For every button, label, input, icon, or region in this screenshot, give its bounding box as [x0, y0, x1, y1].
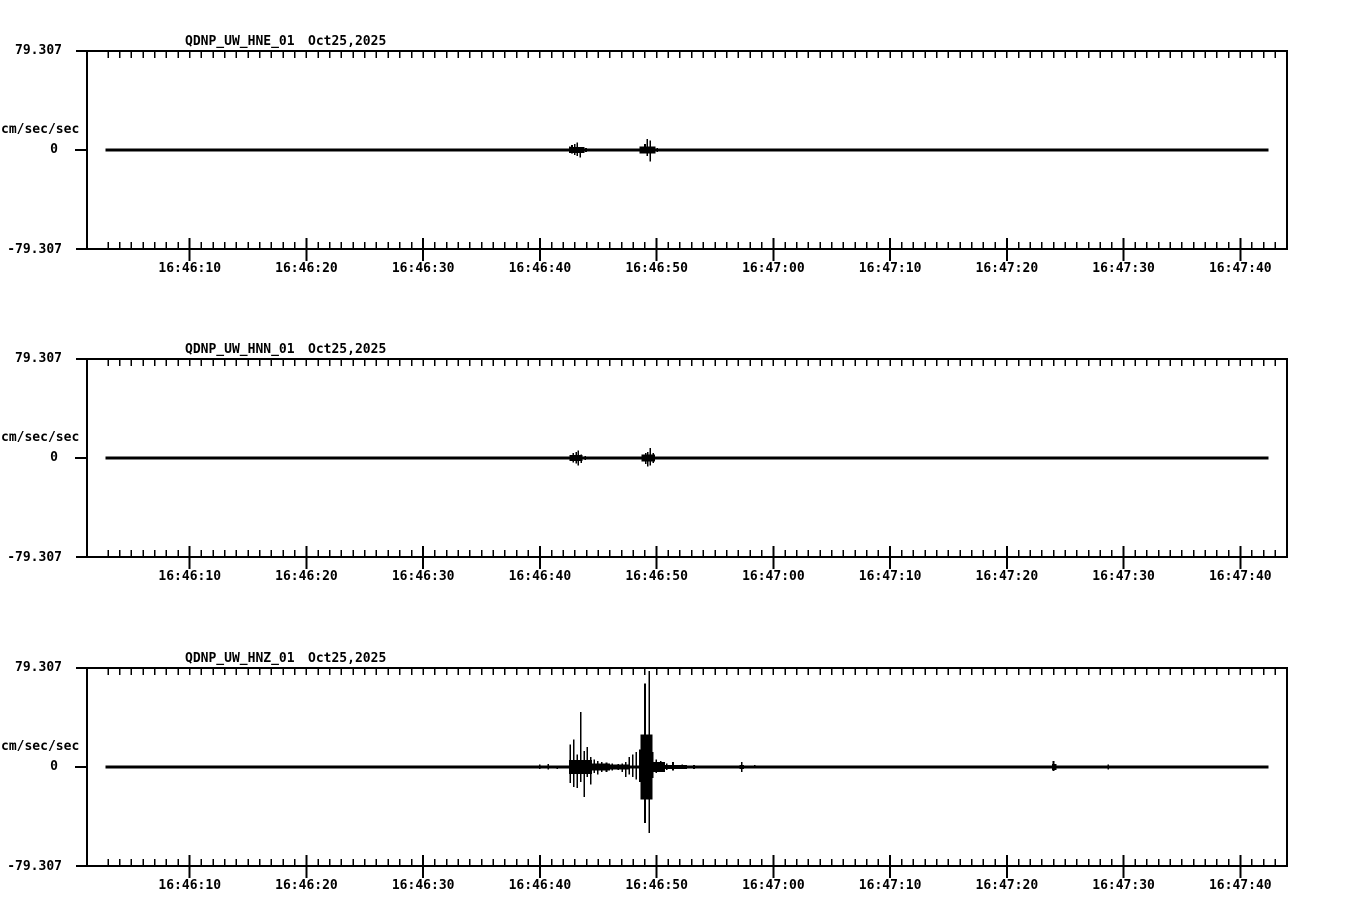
panel-hne-xtick-16-46-20: 16:46:20	[275, 261, 338, 276]
panel-hnz-xtick-16-46-50: 16:46:50	[625, 878, 688, 893]
panel-hnz-plot	[75, 668, 1288, 878]
panel-hne-xtick-16-46-10: 16:46:10	[158, 261, 222, 276]
panel-hnz-xtick-16-47-20: 16:47:20	[975, 878, 1039, 893]
panel-hnn-xtick-16-47-20: 16:47:20	[975, 569, 1039, 584]
panel-hnn-xtick-16-47-30: 16:47:30	[1092, 569, 1155, 584]
panel-hnz-xtick-16-46-40: 16:46:40	[508, 878, 572, 893]
panel-hne-yzero-label: 0	[50, 142, 58, 157]
panel-hnn-xtick-16-47-10: 16:47:10	[858, 569, 922, 584]
panel-hnn-xtick-16-46-30: 16:46:30	[391, 569, 455, 584]
panel-hnn-yzero-label: 0	[50, 450, 58, 465]
panel-hnn-xtick-16-47-40: 16:47:40	[1208, 569, 1272, 584]
panel-hnn-plot	[75, 359, 1288, 569]
panel-hnn-xtick-16-47-00: 16:47:00	[742, 569, 805, 584]
panel-hnz-xtick-16-46-20: 16:46:20	[275, 878, 338, 893]
panel-hnn-date: Oct25,2025	[308, 342, 387, 357]
panel-hne-ymax-label: 79.307	[15, 43, 62, 58]
panel-hnn-title: QDNP_UW_HNN_01	[185, 342, 295, 357]
panel-hne-ymin-label: -79.307	[7, 242, 62, 257]
panel-hnn-yunit-label: cm/sec/sec	[1, 430, 80, 445]
panel-hne-date: Oct25,2025	[308, 34, 387, 49]
panel-hne-xtick-16-47-30: 16:47:30	[1092, 261, 1155, 276]
panel-hne-xtick-16-47-20: 16:47:20	[975, 261, 1039, 276]
panel-hnn-xtick-16-46-50: 16:46:50	[625, 569, 688, 584]
panel-hnn-ymax-label: 79.307	[15, 351, 62, 366]
panel-hnz-ymax-label: 79.307	[15, 660, 62, 675]
panel-hnz-xtick-16-47-40: 16:47:40	[1208, 878, 1272, 893]
panel-hnz-xtick-16-47-00: 16:47:00	[742, 878, 805, 893]
panel-hnz-date: Oct25,2025	[308, 651, 387, 666]
panel-hnz-yunit-label: cm/sec/sec	[1, 739, 80, 754]
panel-hnz-ymin-label: -79.307	[7, 859, 62, 874]
panel-hnz-yzero-label: 0	[50, 759, 58, 774]
panel-hne-xtick-16-46-50: 16:46:50	[625, 261, 688, 276]
panel-hne-xtick-16-47-10: 16:47:10	[858, 261, 922, 276]
panel-hnz-xtick-16-46-10: 16:46:10	[158, 878, 222, 893]
panel-hnn-ymin-label: -79.307	[7, 550, 62, 565]
panel-hnn-xtick-16-46-10: 16:46:10	[158, 569, 222, 584]
panel-hne-xtick-16-46-40: 16:46:40	[508, 261, 572, 276]
panel-hne-xtick-16-47-00: 16:47:00	[742, 261, 805, 276]
panel-hne-plot	[75, 51, 1288, 261]
panel-hne-xtick-16-47-40: 16:47:40	[1208, 261, 1272, 276]
panel-hnz-xtick-16-47-10: 16:47:10	[858, 878, 922, 893]
panel-hne-xtick-16-46-30: 16:46:30	[391, 261, 455, 276]
panel-hnz-xtick-16-46-30: 16:46:30	[391, 878, 455, 893]
panel-hnn-xtick-16-46-40: 16:46:40	[508, 569, 572, 584]
panel-hnz-xtick-16-47-30: 16:47:30	[1092, 878, 1155, 893]
panel-hnz-title: QDNP_UW_HNZ_01	[185, 651, 295, 666]
panel-hnn-xtick-16-46-20: 16:46:20	[275, 569, 338, 584]
panel-hne-title: QDNP_UW_HNE_01	[185, 34, 295, 49]
panel-hne-yunit-label: cm/sec/sec	[1, 122, 80, 137]
